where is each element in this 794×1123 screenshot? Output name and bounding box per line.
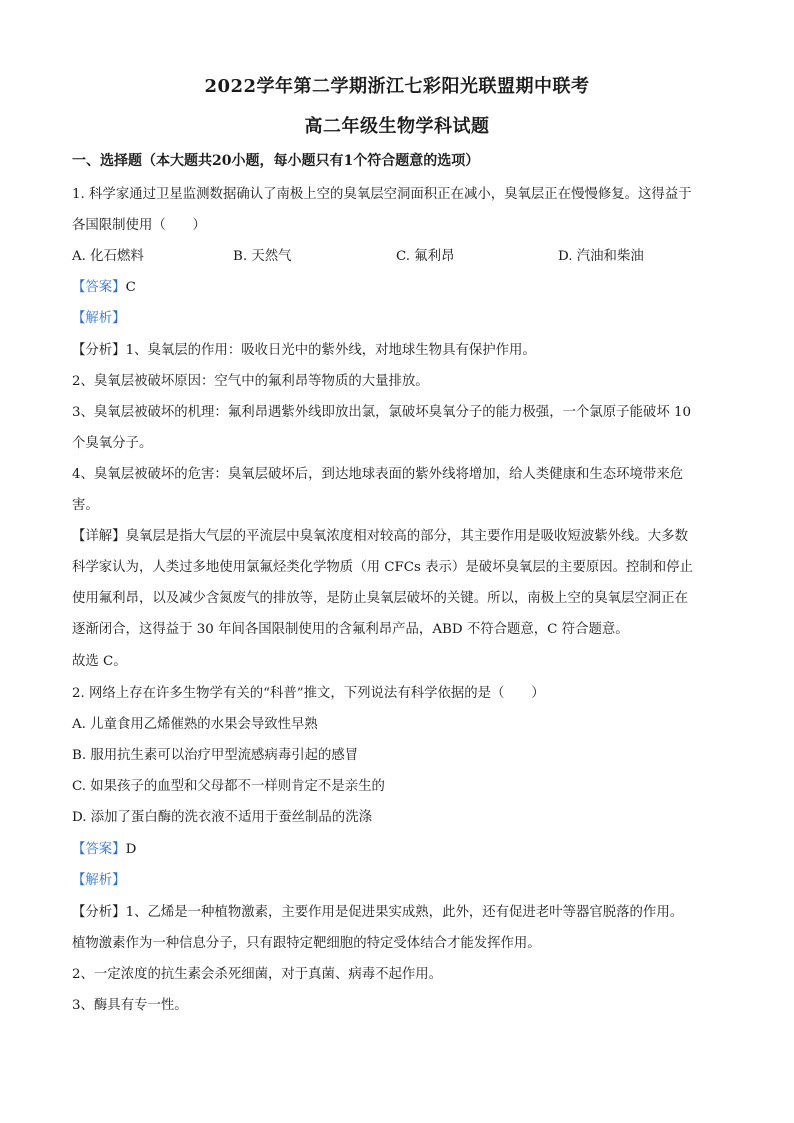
- q1-fenxi-3b: 个臭氧分子。: [72, 436, 153, 451]
- q2-fenxi-1a: [72, 901, 683, 920]
- q1-fenxi-2: 2、臭氧层被破坏原因：空气中的氟利昂等物质的大量排放。: [72, 374, 429, 389]
- q2-answer: D: [125, 842, 137, 857]
- fenxi-tag: 【分析】: [72, 343, 126, 358]
- q1-stem-line1: 1. 科学家通过卫星监测数据确认了南极上空的臭氧层空洞面积正在减小，臭氧层正在慢慢修复。这得益于: [72, 187, 692, 202]
- q1-detail-4: 逐渐闭合，这得益于 30 年间各国限制使用的含氟利昂产品，ABD 不符合题意，C 符合题意。: [72, 622, 629, 637]
- q2-option-c: C. 如果孩子的血型和父母都不一样则肯定不是亲生的: [72, 779, 385, 794]
- detail-tag: 【详解】: [72, 529, 126, 544]
- q2-option-b: B. 服用抗生素可以治疗甲型流感病毒引起的感冒: [72, 748, 359, 763]
- q1-detail-3: 使用氟利昂，以及减少含氮废气的排放等，是防止臭氧层破坏的关键。所以，南极上空的臭氧层空洞正在: [72, 591, 688, 606]
- exam-subtitle: 高二年级生物学科试题: [304, 116, 490, 137]
- analysis-tag: 【解析】: [72, 311, 126, 326]
- q1-option-c: C. 氟利昂: [396, 249, 455, 264]
- q1-answer: C: [125, 280, 136, 295]
- analysis-tag: 【解析】: [72, 873, 126, 888]
- q2-stem: 2. 网络上存在许多生物学有关的“科普”推文，下列说法有科学依据的是（ ）: [72, 686, 545, 701]
- answer-tag: 【答案】: [72, 280, 126, 295]
- fenxi-tag: 【分析】: [72, 905, 126, 920]
- q2-analysis-line: [72, 869, 126, 888]
- q1-detail-1-text: 臭氧层是指大气层的平流层中臭氧浓度相对较高的部分，其主要作用是吸收短波紫外线。大多数: [125, 529, 688, 544]
- q2-option-d: D. 添加了蛋白酶的洗衣液不适用于蚕丝制品的洗涤: [72, 810, 372, 825]
- q2-fenxi-1a-text: 1、乙烯是一种植物激素，主要作用是促进果实成熟，此外，还有促进老叶等器官脱落的作用。: [125, 905, 684, 920]
- answer-tag: 【答案】: [72, 842, 126, 857]
- q1-fenxi-4b: 害。: [72, 498, 99, 513]
- q1-option-a: A. 化石燃料: [72, 249, 144, 264]
- q2-fenxi-2: 2、一定浓度的抗生素会杀死细菌，对于真菌、病毒不起作用。: [72, 967, 443, 982]
- q2-fenxi-3: 3、酶具有专一性。: [72, 998, 188, 1013]
- exam-title: 2022学年第二学期浙江七彩阳光联盟期中联考: [204, 76, 590, 97]
- q1-option-b: B. 天然气: [233, 249, 292, 264]
- q1-fenxi-4a: 4、臭氧层被破坏的危害：臭氧层破坏后，到达地球表面的紫外线将增加，给人类健康和生态环境带来危: [72, 467, 684, 482]
- q1-answer-line: [72, 276, 136, 295]
- q1-stem-line2: 各国限制使用（ ）: [72, 218, 206, 233]
- q1-conclusion: 故选 C。: [72, 654, 127, 669]
- q1-option-d: D. 汽油和柴油: [558, 249, 644, 264]
- q1-fenxi-3a: 3、臭氧层被破坏的机理：氟利昂遇紫外线即放出氯，氯破坏臭氧分子的能力极强，一个氯原子能破坏 10: [72, 405, 691, 420]
- q1-detail-1: [72, 525, 688, 544]
- q2-option-a: A. 儿童食用乙烯催熟的水果会导致性早熟: [72, 717, 318, 732]
- q2-answer-line: [72, 838, 136, 857]
- q1-analysis-line: [72, 307, 126, 326]
- q1-detail-2: 科学家认为，人类过多地使用氯氟烃类化学物质（用 CFCs 表示）是破坏臭氧层的主要原因。控制和停止: [72, 560, 693, 575]
- q1-fenxi-1-text: 1、臭氧层的作用：吸收日光中的紫外线，对地球生物具有保护作用。: [125, 343, 536, 358]
- q2-fenxi-1b: 植物激素作为一种信息分子，只有跟特定靶细胞的特定受体结合才能发挥作用。: [72, 936, 541, 951]
- section-heading: 一、选择题（本大题共20小题，每小题只有1个符合题意的选项）: [72, 153, 480, 169]
- q1-fenxi-1: [72, 339, 536, 358]
